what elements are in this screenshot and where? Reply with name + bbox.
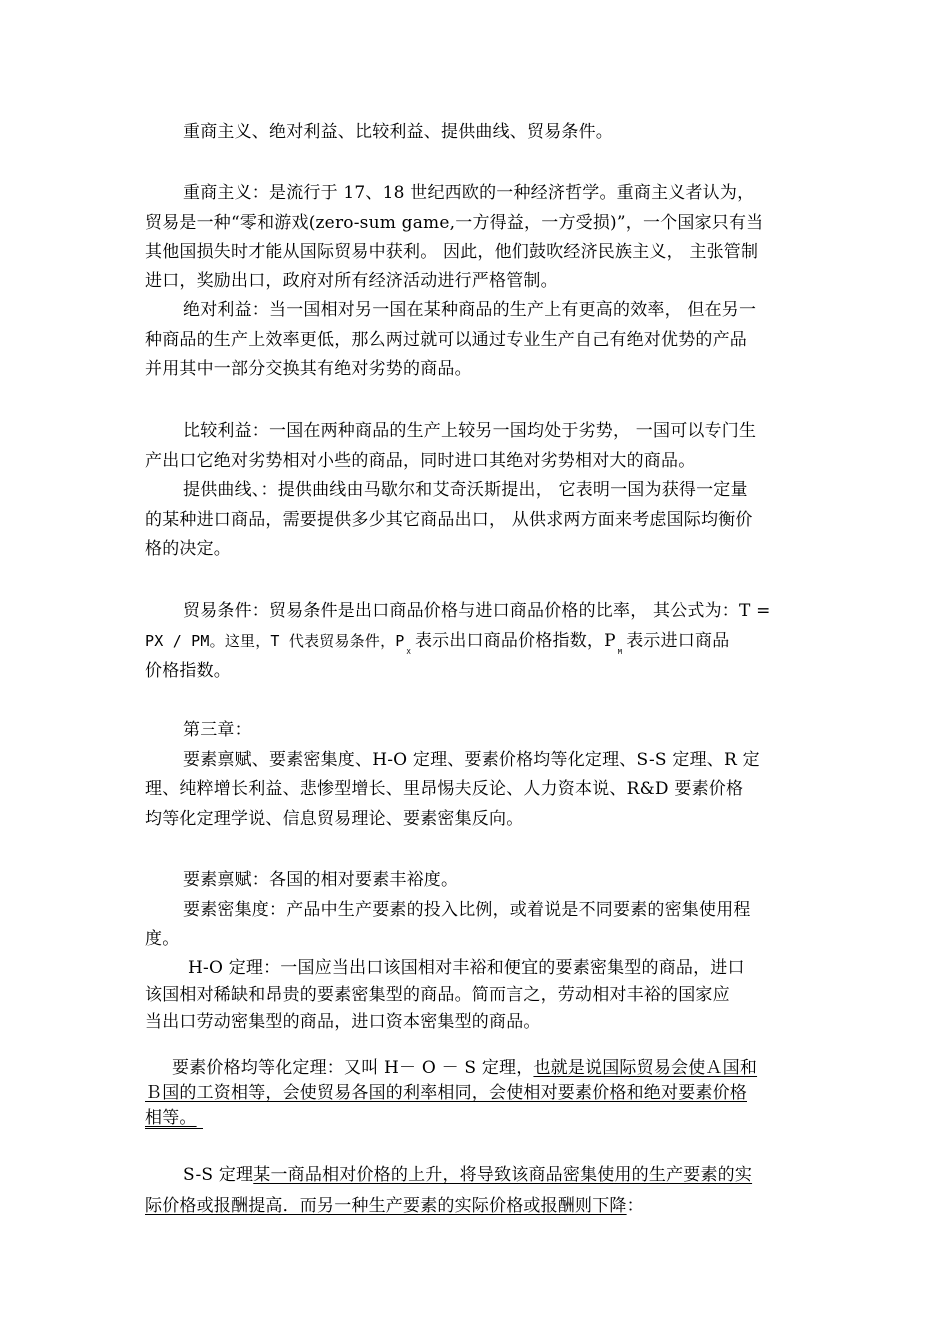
subscript-x: X (406, 648, 411, 656)
paragraph-line: 要素禀赋：各国的相对要素丰裕度。 (183, 870, 459, 890)
paragraph-line: 重商主义：是流行于 17、18 世纪西欧的一种经济哲学。重商主义者认为， (183, 183, 755, 203)
formula-line (145, 631, 815, 654)
underlined-text: 某一商品相对价格的上升，将导致该商品密集使用的生产要素的实 (253, 1165, 753, 1185)
paragraph-line: 贸易条件：贸易条件是出口商品价格与进口商品价格的比率， 其公式为：T = (183, 601, 771, 621)
plain-text: S-S 定理 (183, 1165, 254, 1185)
formula-text: PX / PM。这里，T 代表贸易条件，P (145, 632, 405, 650)
formula-text: 表示进口商品 (626, 631, 730, 651)
paragraph-line: 并用其中一部分交换其有绝对劣势的商品。 (145, 359, 472, 379)
paragraph-line (145, 1196, 815, 1216)
paragraph-line: 贸易是一种“零和游戏(zero-sum game,一方得益，一方受损)”，一个国家只有当 (145, 213, 764, 233)
chapter-keywords: 重商主义、绝对利益、比较利益、提供曲线、贸易条件。 (183, 122, 613, 142)
paragraph-line: 格的决定。 (145, 539, 231, 559)
underlined-text: 际价格或报酬提高．而另一种生产要素的实际价格或报酬则下降 (145, 1196, 627, 1216)
subscript-m: M (617, 648, 623, 656)
paragraph-line: 的某种进口商品，需要提供多少其它商品出口， 从供求两方面来考虑国际均衡价 (145, 510, 753, 530)
paragraph-line: 价格指数。 (145, 661, 231, 681)
paragraph-line: 当出口劳动密集型的商品，进口资本密集型的商品。 (145, 1012, 541, 1032)
paragraph-line: 种商品的生产上效率更低，那么两过就可以通过专业生产自己有绝对优势的产品 (145, 330, 747, 350)
paragraph-line: 进口，奖励出口，政府对所有经济活动进行严格管制。 (145, 271, 558, 291)
paragraph-line: H-O 定理：一国应当出口该国相对丰裕和便宜的要素密集型的商品，进口 (188, 958, 745, 978)
underline-rule (145, 1128, 203, 1129)
paragraph-line: 提供曲线、：提供曲线由马歇尔和艾奇沃斯提出， 它表明一国为获得一定量 (183, 480, 748, 500)
formula-text: 表示出口商品价格指数，P (414, 631, 616, 651)
paragraph-line: 产出口它绝对劣势相对小些的商品，同时进口其绝对劣势相对大的商品。 (145, 451, 696, 471)
underlined-line: Ｂ国的工资相等，会使贸易各国的利率相同，会使相对要素价格和绝对要素价格 (145, 1083, 747, 1103)
paragraph-line (183, 1165, 815, 1185)
paragraph-line: 要素密集度：产品中生产要素的投入比例，或着说是不同要素的密集使用程 (183, 900, 751, 920)
underlined-text: 也就是说国际贸易会使Ａ国和 (533, 1058, 758, 1078)
plain-text: 要素价格均等化定理：又叫 H－ O － S 定理， (172, 1058, 534, 1078)
chapter-heading: 第三章： (183, 720, 252, 740)
paragraph-line (145, 1108, 815, 1128)
paragraph-line: 均等化定理学说、信息贸易理论、要素密集反向。 (145, 809, 524, 829)
paragraph-line: 绝对利益：当一国相对另一国在某种商品的生产上有更高的效率， 但在另一 (183, 300, 757, 320)
underlined-text: 相等。 (145, 1108, 197, 1128)
paragraph-line: 其他国损失时才能从国际贸易中获利。 因此，他们鼓吹经济民族主义， 主张管制 (145, 242, 759, 262)
paragraph-line: 度。 (145, 929, 180, 949)
plain-text: ： (626, 1196, 644, 1216)
paragraph-line: 比较利益：一国在两种商品的生产上较另一国均处于劣势， 一国可以专门生 (183, 421, 757, 441)
paragraph-line: 该国相对稀缺和昂贵的要素密集型的商品。简而言之，劳动相对丰裕的国家应 (145, 985, 730, 1005)
paragraph-line: 理、纯粹增长利益、悲惨型增长、里昂惕夫反论、人力资本说、R&D 要素价格 (145, 779, 744, 799)
paragraph-line: 要素禀赋、要素密集度、H-O 定理、要素价格均等化定理、S-S 定理、R 定 (183, 750, 760, 770)
paragraph-line (172, 1058, 842, 1078)
